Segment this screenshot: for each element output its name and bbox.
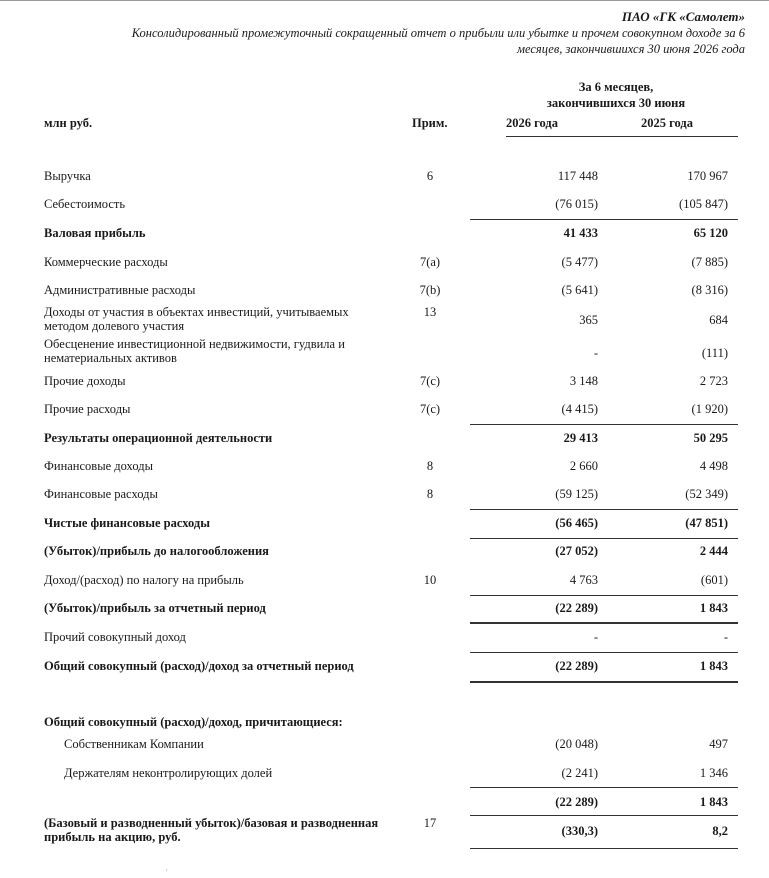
value-2026: 2 660 (569, 459, 598, 473)
value-2026: (5 641) (561, 283, 598, 297)
value-2026: - (593, 346, 598, 360)
value-2025: 2 444 (699, 544, 728, 558)
column-header-2026: 2026 года (506, 116, 558, 130)
value-2025: 50 295 (693, 431, 728, 445)
row-note: 6 (426, 169, 434, 183)
row-note: 10 (423, 573, 437, 587)
value-2026: (22 289) (555, 795, 598, 809)
value-2025: (8 316) (691, 283, 728, 297)
header-rule (506, 136, 738, 137)
note-column-header: Прим. (412, 116, 448, 130)
subtotal-rule (470, 652, 738, 653)
double-rule (470, 622, 738, 624)
row-note: 8 (426, 459, 434, 473)
total-rule (470, 848, 738, 849)
row-note: 7(c) (419, 374, 441, 388)
value-2025: (601) (700, 573, 728, 587)
value-2026: - (593, 630, 598, 644)
row-label: Финансовые доходы (44, 459, 153, 473)
value-2026: 4 763 (569, 573, 598, 587)
value-2025: 1 843 (699, 601, 728, 615)
value-2026: (22 289) (555, 659, 598, 673)
value-2026: (56 465) (555, 516, 598, 530)
period-header-line-2: закончившихся 30 июня (546, 96, 686, 110)
value-2026: (5 477) (561, 255, 598, 269)
row-note: 17 (423, 816, 437, 830)
value-2026: 365 (579, 313, 598, 327)
value-2026: 41 433 (563, 226, 598, 240)
value-2025: (52 349) (685, 487, 728, 501)
report-title-line-2: месяцев, закончившихся 30 июня 2026 года (517, 42, 745, 56)
subtotal-rule (470, 787, 738, 788)
row-label: Результаты операционной деятельности (44, 431, 273, 445)
subtotal-rule (470, 538, 738, 539)
row-label: Держателям неконтролирующих долей (64, 766, 273, 780)
value-2025: (105 847) (679, 197, 728, 211)
row-note: 7(a) (419, 255, 441, 269)
row-label: Обесценение инвестиционной недвижимости, гудвила и нематериальных активов (44, 337, 345, 365)
subtotal-rule (470, 219, 738, 220)
value-2026: 117 448 (557, 169, 598, 183)
row-note: 7(c) (419, 402, 441, 416)
subtotal-rule (470, 815, 738, 816)
period-header-line-1: За 6 месяцев, (578, 80, 654, 94)
value-2026: (4 415) (561, 402, 598, 416)
row-label: Прочий совокупный доход (44, 630, 186, 644)
value-2026: (2 241) (561, 766, 598, 780)
value-2025: (7 885) (691, 255, 728, 269)
subtotal-rule (470, 595, 738, 596)
value-2025: - (723, 630, 728, 644)
value-2026: (330,3) (561, 824, 598, 838)
value-2025: 2 723 (699, 374, 728, 388)
value-2026: (20 048) (555, 737, 598, 751)
row-label: (Убыток)/прибыль до налогообложения (44, 544, 269, 558)
value-2025: 1 346 (699, 766, 728, 780)
value-2025: 684 (709, 313, 728, 327)
row-label: Административные расходы (44, 283, 196, 297)
value-2025: 170 967 (687, 169, 728, 183)
value-2025: 65 120 (693, 226, 728, 240)
row-label: Чистые финансовые расходы (44, 516, 211, 530)
subtotal-rule (470, 509, 738, 510)
row-label: Доходы от участия в объектах инвестиций, учитываемых методом долевого участия (44, 305, 349, 333)
double-rule (470, 681, 738, 683)
column-header-2025: 2025 года (641, 116, 693, 130)
value-2026: (59 125) (555, 487, 598, 501)
value-2026: (76 015) (555, 197, 598, 211)
row-label: Собственникам Компании (64, 737, 204, 751)
company-name: ПАО «ГК «Самолет» (621, 9, 745, 24)
value-2025: (111) (701, 346, 728, 360)
report-title-line-1: Консолидированный промежуточный сокращенный отчет о прибыли или убытке и прочем совокупном доходе за 6 (131, 26, 745, 40)
top-border (0, 0, 769, 1)
value-2025: 8,2 (712, 824, 728, 838)
row-label: Валовая прибыль (44, 226, 146, 240)
value-2025: 4 498 (699, 459, 728, 473)
row-label: (Убыток)/прибыль за отчетный период (44, 601, 266, 615)
row-label: Прочие расходы (44, 402, 131, 416)
value-2025: 497 (709, 737, 728, 751)
value-2026: (27 052) (555, 544, 598, 558)
row-label: Прочие доходы (44, 374, 126, 388)
row-label: Коммерческие расходы (44, 255, 168, 269)
value-2026: 3 148 (569, 374, 598, 388)
row-label: Доход/(расход) по налогу на прибыль (44, 573, 244, 587)
row-label: Выручка (44, 169, 91, 183)
value-2026: 29 413 (563, 431, 598, 445)
unit-label: млн руб. (44, 116, 93, 130)
scan-speck: · (165, 865, 168, 875)
row-note: 7(b) (419, 283, 441, 297)
value-2025: 1 843 (699, 795, 728, 809)
value-2025: 1 843 (699, 659, 728, 673)
row-label: Общий совокупный (расход)/доход за отчетный период (44, 659, 354, 673)
value-2026: (22 289) (555, 601, 598, 615)
subtotal-rule (470, 424, 738, 425)
period-header (506, 79, 726, 111)
row-label: Себестоимость (44, 197, 126, 211)
report-title (60, 25, 745, 57)
value-2025: (47 851) (685, 516, 728, 530)
row-note: 8 (426, 487, 434, 501)
row-label: Общий совокупный (расход)/доход, причитающиеся: (44, 715, 343, 729)
row-note: 13 (423, 305, 437, 319)
row-label: Финансовые расходы (44, 487, 158, 501)
value-2025: (1 920) (691, 402, 728, 416)
row-label: (Базовый и разводненный убыток)/базовая и разводненная прибыль на акцию, руб. (44, 816, 379, 844)
